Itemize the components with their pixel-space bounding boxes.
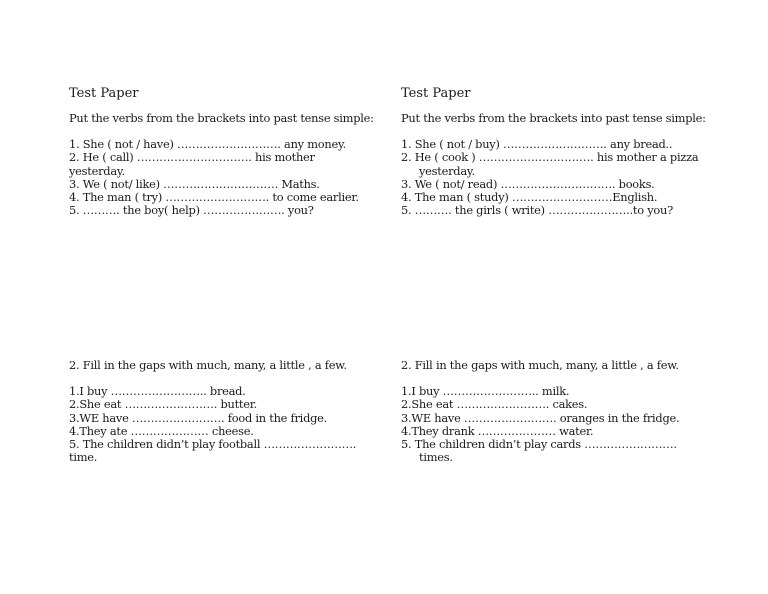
exercise-2-item-2: 2.She eat ……………………. butter. xyxy=(69,397,258,412)
exercise-2-list xyxy=(401,385,721,464)
exercise-2-instruction: 2. Fill in the gaps with much, many, a little , a few. xyxy=(401,358,679,372)
exercise-1-instruction: Put the verbs from the brackets into past tense simple: xyxy=(401,111,706,125)
exercise-1-item-5: 5. ………. the girls ( write) …………………..to you? xyxy=(401,203,673,218)
exercise-2-item-4: 4.They ate ………………… cheese. xyxy=(69,423,254,438)
exercise-1-item-2-continuation: yesterday. xyxy=(69,163,125,178)
exercise-2-item-1: 1.I buy …………………….. bread. xyxy=(69,384,246,399)
exercise-1-item-4: 4. The man ( study) ………………………English. xyxy=(401,190,658,205)
exercise-2-item-3: 3.WE have ……………………. oranges in the fridge. xyxy=(401,410,680,425)
exercise-1-item-1: 1. She ( not / buy) ………………………. any bread.. xyxy=(401,137,673,152)
exercise-1-item-4: 4. The man ( try) ………………………. to come earlier. xyxy=(69,190,359,205)
exercise-1-item-3: 3. We ( not/ read) …………………………. books. xyxy=(401,176,655,191)
exercise-2-item-4: 4.They drank ………………… water. xyxy=(401,423,594,438)
exercise-2-item-5: 5. The children didn’t play football ……………………. xyxy=(69,437,357,452)
exercise-1-item-1: 1. She ( not / have) ………………………. any money. xyxy=(69,137,346,152)
left-test-paper xyxy=(69,86,389,465)
exercise-2 xyxy=(69,359,389,464)
exercise-2-item-3: 3.WE have ……………………. food in the fridge. xyxy=(69,410,328,425)
exercise-2-item-5-continuation: times. xyxy=(419,450,453,465)
exercise-2-instruction: 2. Fill in the gaps with much, many, a little , a few. xyxy=(69,358,347,372)
exercise-2-item-1: 1.I buy …………………….. milk. xyxy=(401,384,570,399)
exercise-2-item-5: 5. The children didn’t play cards ……………………. xyxy=(401,437,677,452)
exercise-1-instruction: Put the verbs from the brackets into past tense simple: xyxy=(69,111,374,125)
exercise-1-item-2: 2. He ( cook ) …………………………. his mother a pizza xyxy=(401,150,699,165)
exercise-2 xyxy=(401,359,721,464)
exercise-1-item-2-continuation: yesterday. xyxy=(419,163,475,178)
exercise-2-item-2: 2.She eat ……………………. cakes. xyxy=(401,397,588,412)
exercise-1-item-5: 5. ………. the boy( help) …………………. you? xyxy=(69,203,314,218)
right-test-paper xyxy=(401,86,721,465)
page-title: Test Paper xyxy=(401,86,471,101)
exercise-1-list xyxy=(401,138,721,217)
exercise-1-list xyxy=(69,138,389,217)
page-title: Test Paper xyxy=(69,86,139,101)
exercise-1-item-2: 2. He ( call) …………………………. his mother xyxy=(69,150,315,165)
exercise-2-list xyxy=(69,385,389,464)
exercise-2-item-5-continuation: time. xyxy=(69,450,98,465)
exercise-1-item-3: 3. We ( not/ like) …………………………. Maths. xyxy=(69,176,320,191)
